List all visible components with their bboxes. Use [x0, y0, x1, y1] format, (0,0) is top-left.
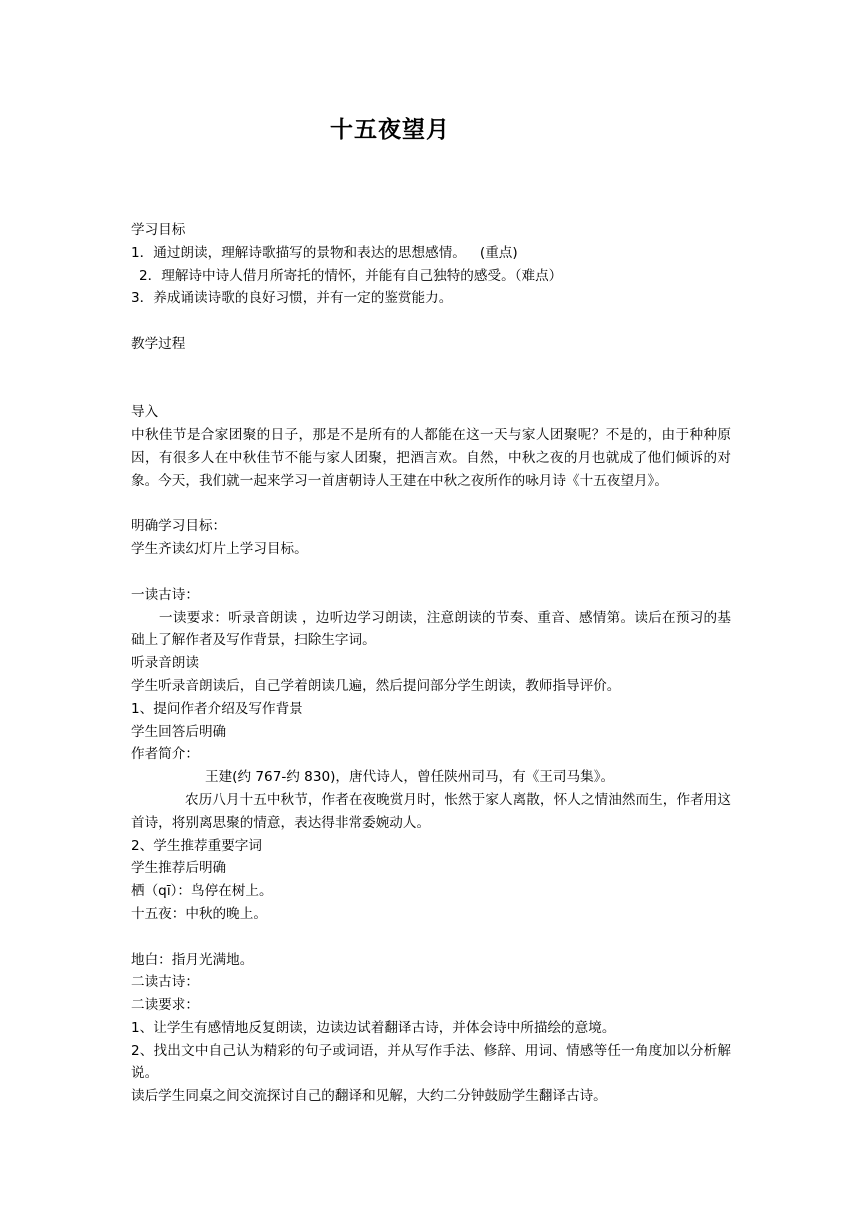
spacer [131, 561, 731, 584]
read2-heading: 二读古诗： [131, 974, 199, 991]
goal-item-3: 3．养成诵读诗歌的良好习惯，并有一定的鉴赏能力。 [131, 290, 453, 307]
spacer [131, 356, 731, 379]
read2-after: 读后学生同桌之间交流探讨自己的翻译和见解，大约二分钟鼓励学生翻译古诗。 [131, 1088, 607, 1105]
goal-item-2: 2．理解诗中诗人借月所寄托的情怀，并能有自己独特的感受。（难点） [139, 267, 563, 284]
read1-question-2: 2、学生推荐重要字词 [131, 837, 262, 854]
word-item-1: 栖（qī）：鸟停在树上。 [131, 883, 273, 900]
process-heading: 教学过程 [131, 335, 186, 352]
background-paragraph: 农历八月十五中秋节，作者在夜晚赏月时，怅然于家人离散，怀人之情油然而生，作者用这首诗，将别离思聚的情意，表达得非常委婉动人。 [131, 791, 731, 831]
document-title: 十五夜望月 [330, 117, 450, 143]
goal-item-1-note: (重点) [479, 244, 518, 261]
spacer [131, 379, 731, 402]
intro-paragraph: 中秋佳节是合家团聚的日子，那是不是所有的人都能在这一天与家人团聚呢？不是的，由于种种原因，有很多人在中秋佳节不能与家人团聚，把酒言欢。自然，中秋之夜的月也就成了他们倾诉的对象。今天，我们就一起来学习一首唐朝诗人王建在中秋之夜所作的咏月诗《十五夜望月》。 [131, 427, 731, 489]
read1-heading: 一读古诗： [131, 586, 199, 603]
read1-question-2-answer: 学生推荐后明确 [131, 860, 227, 877]
document-body [131, 219, 731, 1108]
read1-listen-text: 学生听录音朗读后，自己学着朗读几遍，然后提问部分学生朗读，教师指导评价。 [131, 677, 621, 694]
spacer [131, 926, 731, 949]
read2-item-2: 2、找出文中自己认为精彩的句子或词语，并从写作手法、修辞、用词、情感等任一角度加以分析解说。 [131, 1042, 731, 1082]
intro-heading: 导入 [131, 404, 159, 421]
word-item-2: 十五夜：中秋的晚上。 [131, 905, 267, 922]
read1-question-1: 1、提问作者介绍及写作背景 [131, 700, 303, 717]
goal-item-1 [131, 242, 731, 265]
author-heading: 作者简介： [131, 746, 199, 763]
read1-question-1-answer: 学生回答后明确 [131, 723, 227, 740]
read1-requirement: 一读要求：听录音朗读 ，边听边学习朗读，注意朗读的节奏、重音、感情第。读后在预习的基础上了解作者及写作背景，扫除生字词。 [131, 609, 731, 649]
spacer [131, 310, 731, 333]
read1-listen: 听录音朗读 [131, 655, 199, 672]
read2-item-1: 1、让学生有感情地反复朗读，边读边试着翻译古诗，并体会诗中所描绘的意境。 [131, 1019, 616, 1036]
read2-requirement-heading: 二读要求： [131, 997, 199, 1014]
spacer [131, 493, 731, 516]
goal-item-1-text: 1．通过朗读，理解诗歌描写的景物和表达的思想感情。 [131, 244, 466, 261]
word-item-3: 地白：指月光满地。 [131, 951, 254, 968]
clarify-heading: 明确学习目标： [131, 518, 227, 535]
goals-heading: 学习目标 [131, 222, 186, 238]
author-text: 王建(约 767-约 830)，唐代诗人，曾任陕州司马，有《王司马集》。 [205, 769, 615, 786]
clarify-text: 学生齐读幻灯片上学习目标。 [131, 541, 308, 558]
